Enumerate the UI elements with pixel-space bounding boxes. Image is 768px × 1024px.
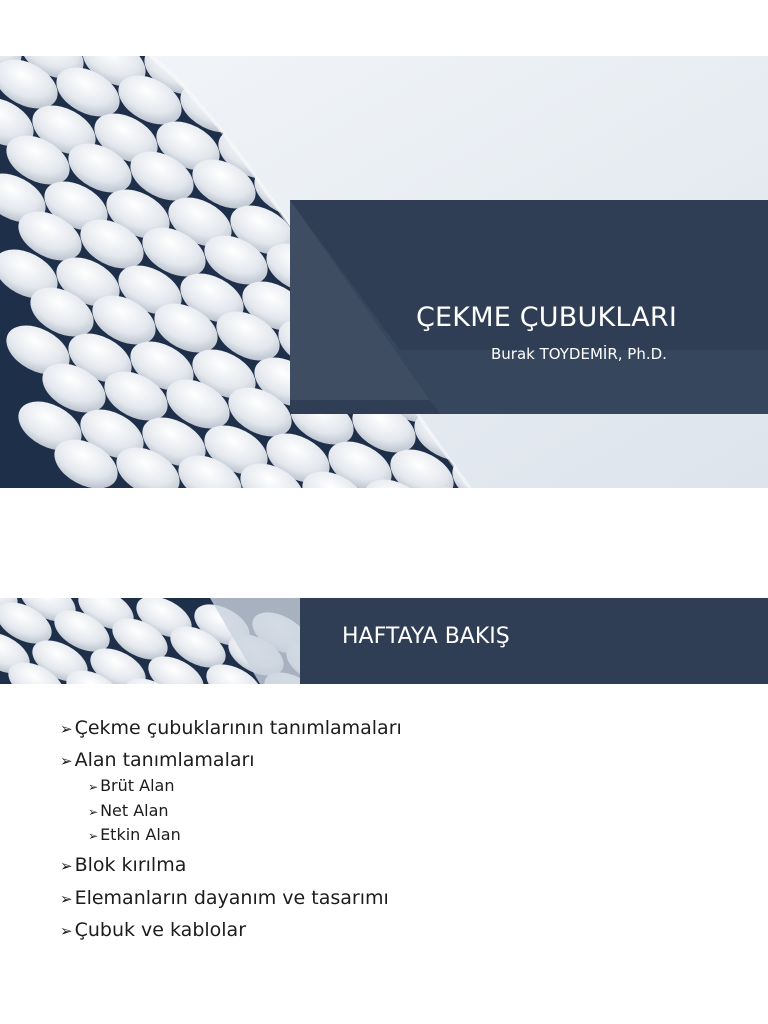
list-item-text: Elemanların dayanım ve tasarımı bbox=[74, 887, 389, 909]
list-subitem bbox=[88, 825, 181, 844]
bullet-arrow-icon: ➢ bbox=[60, 922, 73, 940]
list-item bbox=[60, 749, 255, 771]
list-item-text: Net Alan bbox=[100, 801, 169, 820]
list-item bbox=[60, 854, 186, 876]
bullet-arrow-icon: ➢ bbox=[60, 720, 73, 738]
list-item bbox=[60, 919, 246, 941]
list-subitem bbox=[88, 776, 174, 795]
list-subitem bbox=[88, 801, 169, 820]
list-item-text: Çekme çubuklarının tanımlamaları bbox=[74, 717, 402, 739]
list-item-text: Çubuk ve kablolar bbox=[74, 919, 247, 941]
slide-subtitle-author: Burak TOYDEMİR, Ph.D. bbox=[491, 345, 667, 363]
bullet-arrow-icon: ➢ bbox=[60, 857, 73, 875]
slide-header-title: HAFTAYA BAKIŞ bbox=[342, 624, 510, 649]
slide-title: ÇEKME ÇUBUKLARI bbox=[416, 302, 678, 333]
bullet-arrow-icon: ➢ bbox=[88, 780, 99, 794]
bullet-arrow-icon: ➢ bbox=[60, 890, 73, 908]
list-item bbox=[60, 887, 389, 909]
list-item-text: Alan tanımlamaları bbox=[74, 749, 255, 771]
list-item-text: Etkin Alan bbox=[100, 825, 181, 844]
bullet-arrow-icon: ➢ bbox=[88, 829, 99, 843]
list-item-text: Brüt Alan bbox=[100, 776, 175, 795]
title-slide bbox=[0, 56, 768, 488]
list-item bbox=[60, 717, 402, 739]
bullet-arrow-icon: ➢ bbox=[60, 752, 73, 770]
list-item-text: Blok kırılma bbox=[74, 854, 187, 876]
bullet-arrow-icon: ➢ bbox=[88, 805, 99, 819]
header-band bbox=[0, 598, 768, 684]
overview-slide bbox=[0, 598, 768, 990]
